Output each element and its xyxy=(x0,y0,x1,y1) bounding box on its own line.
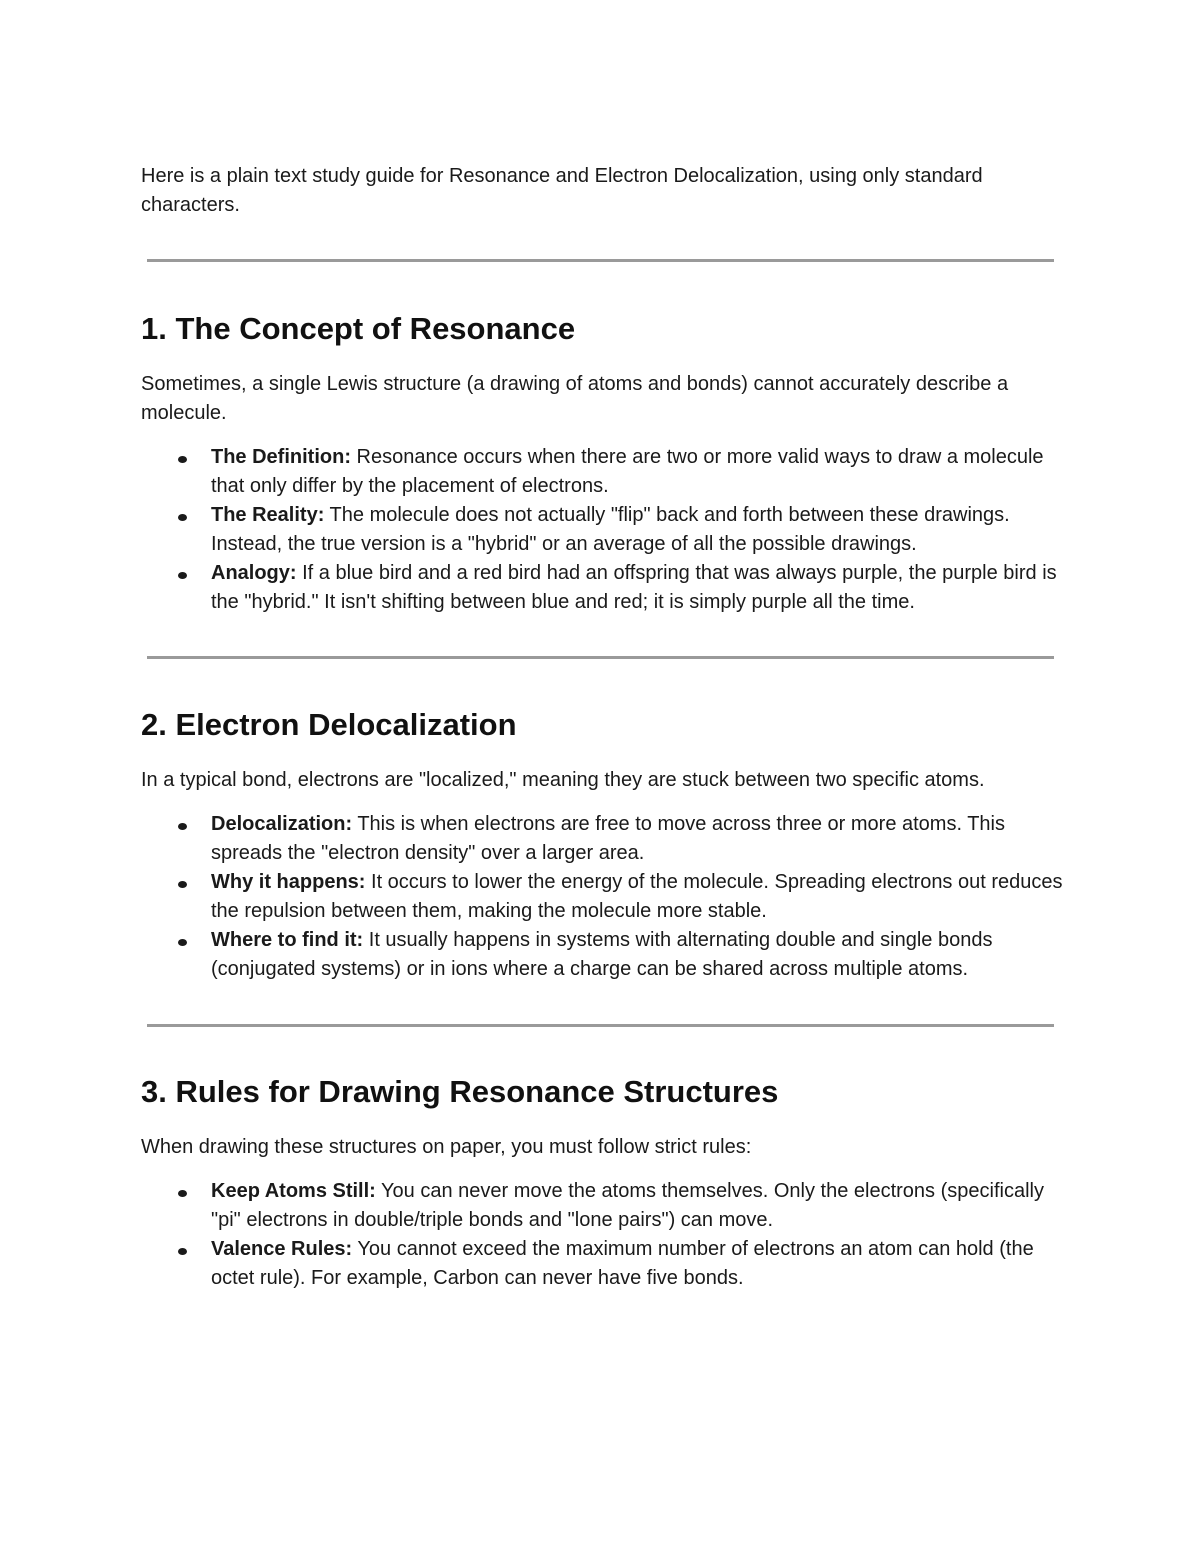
bullet-term: Keep Atoms Still: xyxy=(211,1180,376,1202)
bullet-icon xyxy=(178,1190,187,1197)
bullet-icon xyxy=(178,456,187,463)
bullet-list xyxy=(141,1177,1066,1293)
list-item xyxy=(211,810,1066,868)
bullet-text: Resonance occurs when there are two or more valid ways to draw a molecule that only differ by the placement of electrons. xyxy=(211,446,1044,497)
bullet-text: The molecule does not actually "flip" back and forth between these drawings. Instead, the true version is a "hybrid" or an average of all the possible drawings. xyxy=(211,504,1010,555)
section-divider xyxy=(147,1024,1054,1027)
bullet-term: Why it happens: xyxy=(211,871,366,893)
bullet-term: Valence Rules: xyxy=(211,1238,353,1260)
section-title: 3. Rules for Drawing Resonance Structures xyxy=(141,1074,779,1109)
list-item xyxy=(211,868,1066,926)
section-rules-for-drawing xyxy=(141,1074,1066,1293)
section-concept-of-resonance xyxy=(141,311,1066,617)
bullet-text: This is when electrons are free to move across three or more atoms. This spreads the "electron density" over a larger area. xyxy=(211,813,1006,864)
bullet-term: The Definition: xyxy=(211,446,351,468)
bullet-icon xyxy=(178,1248,187,1255)
section-electron-delocalization xyxy=(141,707,1066,984)
list-item xyxy=(211,1177,1066,1235)
list-item xyxy=(211,559,1066,617)
section-divider xyxy=(147,656,1054,659)
bullet-icon xyxy=(178,939,187,946)
bullet-icon xyxy=(178,823,187,830)
bullet-term: Delocalization: xyxy=(211,813,353,835)
section-title: 1. The Concept of Resonance xyxy=(141,311,576,346)
bullet-text: It occurs to lower the energy of the molecule. Spreading electrons out reduces the repulsion between them, making the molecule more stable. xyxy=(211,871,1063,922)
bullet-text: You can never move the atoms themselves. Only the electrons (specifically "pi" electrons in double/triple bonds and "lone pairs") can move. xyxy=(211,1180,1044,1231)
bullet-text: If a blue bird and a red bird had an offspring that was always purple, the purple bird is the "hybrid." It isn't shifting between blue and red; it is simply purple all the time. xyxy=(211,562,1057,613)
section-divider xyxy=(147,259,1054,262)
list-item xyxy=(211,926,1066,984)
list-item xyxy=(211,443,1066,501)
bullet-text: You cannot exceed the maximum number of electrons an atom can hold (the octet rule). For example, Carbon can never have five bonds. xyxy=(211,1238,1034,1289)
bullet-icon xyxy=(178,514,187,521)
section-paragraph: Sometimes, a single Lewis structure (a drawing of atoms and bonds) cannot accurately describe a molecule. xyxy=(141,373,1009,424)
intro-paragraph: Here is a plain text study guide for Resonance and Electron Delocalization, using only standard characters. xyxy=(141,165,983,216)
section-title: 2. Electron Delocalization xyxy=(141,707,517,742)
bullet-icon xyxy=(178,572,187,579)
bullet-text: It usually happens in systems with alternating double and single bonds (conjugated systems) or in ions where a charge can be shared across multiple atoms. xyxy=(211,929,993,980)
bullet-list xyxy=(141,443,1066,617)
bullet-icon xyxy=(178,881,187,888)
bullet-term: Where to find it: xyxy=(211,929,364,951)
document-page xyxy=(141,162,1066,1293)
section-paragraph: In a typical bond, electrons are "localized," meaning they are stuck between two specific atoms. xyxy=(141,769,985,791)
section-paragraph: When drawing these structures on paper, you must follow strict rules: xyxy=(141,1136,752,1158)
bullet-list xyxy=(141,810,1066,984)
bullet-term: The Reality: xyxy=(211,504,325,526)
bullet-term: Analogy: xyxy=(211,562,297,584)
list-item xyxy=(211,1235,1066,1293)
list-item xyxy=(211,501,1066,559)
